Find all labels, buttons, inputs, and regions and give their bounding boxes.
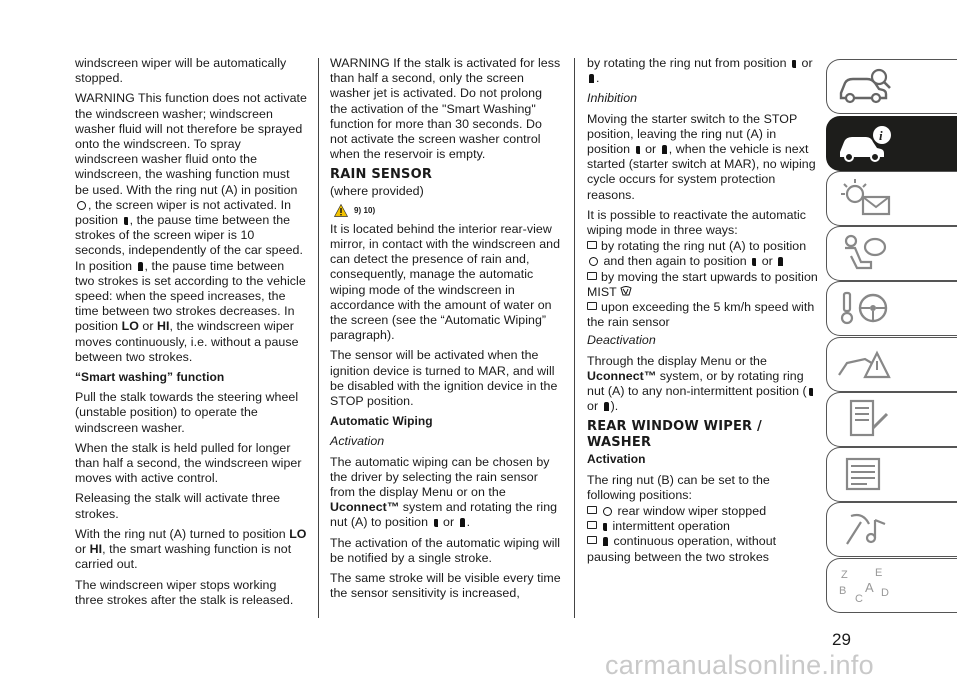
intermittent-position-icon <box>809 388 813 396</box>
speed-position-icon <box>778 257 783 266</box>
tab-dashboard-info[interactable] <box>826 116 957 171</box>
svg-text:B: B <box>839 585 847 597</box>
airbag-seatbelt-icon <box>835 232 895 274</box>
svg-text:E: E <box>875 567 883 579</box>
column-3 <box>587 56 819 565</box>
paragraph: The sensor will be activated when the ignition device is turned to MAR, and will be disabled with the ignition device in the STOP position. <box>330 348 558 409</box>
where-provided-note: (where provided) <box>330 184 424 199</box>
reference-numbers: 9) 10) <box>354 205 376 215</box>
list-item: rear window wiper stopped <box>587 504 819 519</box>
paragraph: It is located behind the interior rear-view mirror, in contact with the windscreen and can detect the presence of rain and, consequently, manage the automatic wiping mode of the windscreen in accordance with the amount of water on the screen (see the “Automatic Wiping” paragraph). <box>330 221 561 343</box>
tab-technical-data[interactable] <box>826 447 957 502</box>
warning-references <box>334 203 562 218</box>
bullet-icon <box>587 506 597 514</box>
deactivation-subheading: Deactivation <box>587 333 656 348</box>
svg-text:D: D <box>881 587 889 599</box>
intermittent-position-icon <box>434 519 438 527</box>
column-divider <box>318 58 319 618</box>
rain-sensor-heading: RAIN SENSOR <box>330 167 433 183</box>
paragraph: The activation of the automatic wiping will be notified by a single stroke. <box>330 535 561 565</box>
speed-position-icon <box>460 518 465 527</box>
intermittent-position-icon <box>752 258 756 266</box>
bullet-icon <box>587 241 597 249</box>
speed-position-icon <box>138 262 143 271</box>
paragraph: windscreen wiper will be automatically stopped. <box>75 56 287 86</box>
list-item: continuous operation, without pausing between the two strokes <box>587 534 777 564</box>
warning-triangle-icon <box>334 204 348 217</box>
smart-washing-heading: “Smart washing” function <box>75 370 225 385</box>
paragraph: Pull the stalk towards the steering wheel (unstable position) to operate the windscreen washer. <box>75 390 299 435</box>
paragraph: by rotating the ring nut from position or . <box>587 56 813 86</box>
off-position-icon <box>603 507 612 516</box>
tab-emergency[interactable] <box>826 337 957 392</box>
activation-heading: Activation <box>587 452 646 467</box>
page-number: 29 <box>832 630 851 649</box>
column-2 <box>330 56 562 607</box>
paragraph: The same stroke will be visible every time the sensor sensitivity is increased, <box>330 571 561 601</box>
technical-data-icon <box>835 453 895 495</box>
car-info-icon <box>835 122 895 164</box>
warning-paragraph: WARNING This function does not activate the windscreen washer; windscreen washer fluid will not therefore be sprayed onto the windscreen. To spray windscreen washer fluid onto the windscreen, the washing function must be used. With the ring nut (A) in position , the screen wiper is not activated. In position , the pause time between the strokes of the screen wiper is 10 seconds, independently of the car speed. In position , the pause time between two strokes is set according to the vehicle speed: when the speed increases, the time between two strokes decreases. In position LO or HI, the windscreen wiper moves continuously, i.e. without a pause between two strokes. <box>75 91 307 364</box>
warning-paragraph: WARNING If the stalk is activated for less than half a second, only the screen washer jet is activated. Do not prolong the activation of the "Smart Washing" function for more than 30 seconds. Do not activate the screen washer control when the reservoir is empty. <box>330 56 561 162</box>
watermark: carmanualsonline.info <box>605 650 874 680</box>
list-item: by moving the start upwards to position MIST <box>587 269 818 299</box>
tab-warning-lights[interactable] <box>826 171 957 226</box>
paragraph: Releasing the stalk will activate three strokes. <box>75 491 281 521</box>
tab-starting-driving[interactable] <box>826 281 957 336</box>
speed-position-icon <box>604 402 609 411</box>
paragraph: With the ring nut (A) turned to position LO or HI, the smart washing function is not carried out. <box>75 526 307 572</box>
svg-text:C: C <box>855 593 863 605</box>
intermittent-position-icon <box>792 60 796 68</box>
paragraph: The automatic wiping can be chosen by the driver by selecting the rain sensor from the display Menu or on the Uconnect™ system and rotating the ring nut (A) to position or . <box>330 454 558 530</box>
car-search-icon <box>835 65 895 107</box>
speed-position-icon <box>589 74 594 83</box>
paragraph: It is possible to reactivate the automatic wiping mode in three ways: <box>587 207 807 238</box>
svg-text:A: A <box>865 580 874 595</box>
bullet-icon <box>587 536 597 544</box>
tab-index[interactable] <box>826 558 957 613</box>
intermittent-position-icon <box>636 146 640 154</box>
tab-knowing-your-car[interactable] <box>826 59 957 114</box>
intermittent-position-icon <box>603 523 607 531</box>
bullet-icon <box>587 272 597 280</box>
bullet-icon <box>587 521 597 529</box>
continuous-position-icon <box>603 537 608 546</box>
tab-multimedia[interactable] <box>826 502 957 557</box>
automatic-wiping-heading: Automatic Wiping <box>330 414 433 429</box>
breakdown-icon <box>835 343 895 385</box>
bullet-icon <box>587 302 597 310</box>
column-divider <box>574 58 575 618</box>
list-item: by rotating the ring nut (A) to position and then again to position or <box>587 239 819 269</box>
tab-safety[interactable] <box>826 226 957 281</box>
key-steering-wheel-icon <box>835 287 895 329</box>
off-position-icon <box>77 201 86 210</box>
index-letters-icon <box>835 564 895 606</box>
speed-position-icon <box>662 145 667 154</box>
maintenance-list-icon <box>835 398 895 440</box>
tab-maintenance[interactable] <box>826 392 957 447</box>
mist-wiper-icon <box>620 286 632 296</box>
warning-lights-icon <box>835 177 895 219</box>
intermittent-position-icon <box>124 217 128 225</box>
column-1 <box>75 56 307 613</box>
rear-wiper-heading: REAR WINDOW WIPER / WASHER <box>587 419 762 451</box>
paragraph: Through the display Menu or the Uconnect™ system, or by rotating ring nut (A) to any non-intermittent position ( or ). <box>587 354 819 415</box>
svg-text:i: i <box>879 128 883 143</box>
paragraph: When the stalk is held pulled for longer than half a second, the windscreen wiper moves with active control. <box>75 440 302 486</box>
list-item: upon exceeding the 5 km/h speed with the rain sensor <box>587 300 815 330</box>
paragraph: The windscreen wiper stops working three strokes after the stalk is released. <box>75 577 294 607</box>
paragraph: The ring nut (B) can be set to the following positions: <box>587 472 770 502</box>
multimedia-icon <box>835 508 895 550</box>
off-position-icon <box>589 257 598 266</box>
inhibition-subheading: Inhibition <box>587 91 638 106</box>
svg-text:Z: Z <box>841 569 848 581</box>
paragraph: Moving the starter switch to the STOP position, leaving the ring nut (A) in position or , when the vehicle is next started (starter switch at MAR), no wiping cycle occurs for system protection reasons. <box>587 111 816 202</box>
activation-subheading: Activation <box>330 434 385 449</box>
list-item: intermittent operation <box>587 519 819 534</box>
